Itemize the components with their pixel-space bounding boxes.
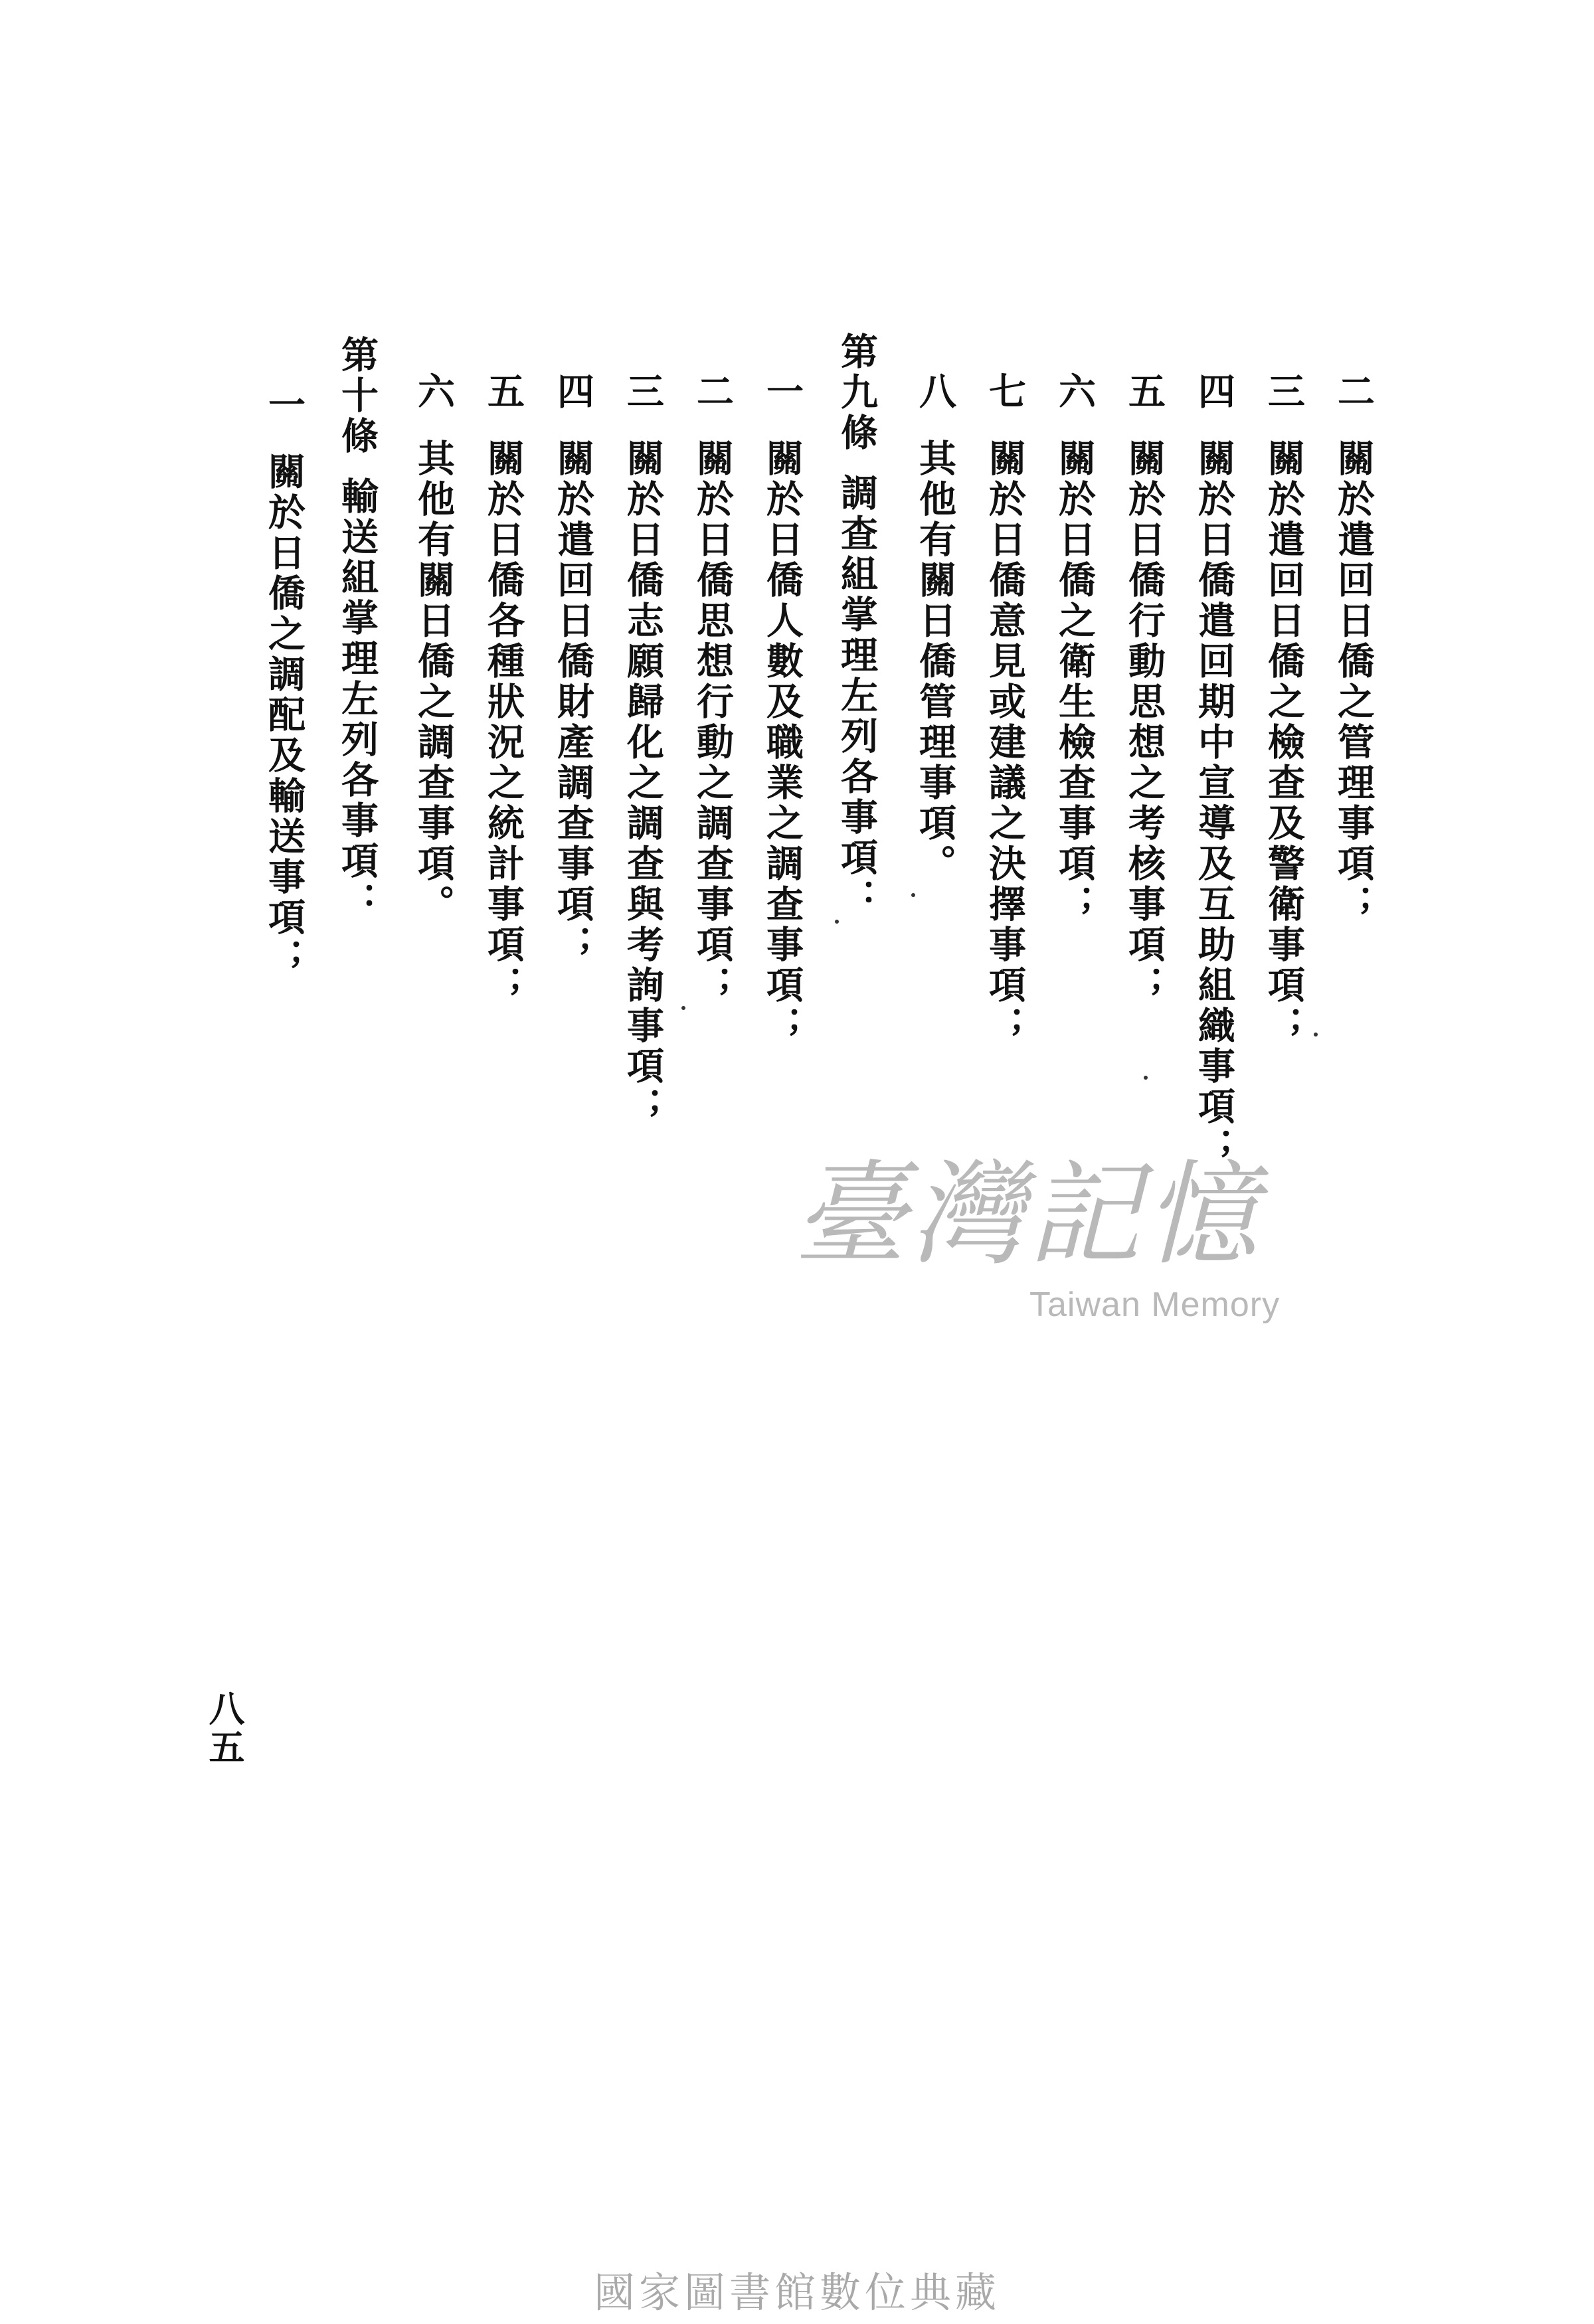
- item-marker: 四: [551, 372, 595, 412]
- item-marker: 五: [482, 372, 525, 412]
- item-marker: 二: [1332, 372, 1375, 412]
- item-text: 關於遣回日僑之檢查及警衛事項；: [1262, 439, 1306, 1046]
- article-heading: 第九條: [835, 332, 879, 454]
- item-text: 關於日僑行動思想之考核事項；: [1122, 439, 1166, 1006]
- text-column-14: [412, 372, 456, 925]
- item-text: 其他有關日僑管理事項。: [913, 439, 957, 884]
- page-number: 八五: [203, 1690, 246, 1767]
- library-footer: 國家圖書館數位典藏: [593, 2268, 1000, 2317]
- item-text: 關於日僑意見或建議之決擇事項；: [983, 439, 1027, 1046]
- taiwan-memory-watermark: [794, 1149, 1281, 1338]
- scan-speck: [681, 1006, 685, 1010]
- item-text: 關於遣回日僑之管理事項；: [1332, 439, 1375, 925]
- watermark-chinese: 臺灣記憶: [794, 1149, 1262, 1281]
- item-marker: 六: [412, 372, 456, 412]
- text-column-12: [551, 372, 595, 965]
- text-column-3: [1192, 372, 1236, 1168]
- item-text: 關於日僑志願歸化之調查與考詢事項；: [621, 439, 665, 1127]
- text-column-13: [482, 372, 525, 1006]
- item-text: 其他有關日僑之調查事項。: [412, 439, 456, 925]
- text-column-5: [1053, 372, 1097, 925]
- text-column-6: [983, 372, 1027, 1046]
- text-column-10: [691, 372, 735, 1006]
- item-text: 關於日僑之衛生檢查事項；: [1053, 439, 1097, 925]
- watermark-english: Taiwan Memory: [1029, 1286, 1281, 1324]
- text-column-2: [1262, 372, 1306, 1046]
- text-column-16: [262, 385, 306, 979]
- item-text: 關於遣回日僑財產調查事項；: [551, 439, 595, 965]
- scan-speck: [911, 893, 915, 897]
- article-9-column: [835, 332, 879, 919]
- item-text: 關於日僑人數及職業之調查事項；: [760, 439, 804, 1046]
- item-marker: 三: [1262, 372, 1306, 412]
- item-marker: 八: [913, 372, 957, 412]
- item-marker: 三: [621, 372, 665, 412]
- text-column-4: [1122, 372, 1166, 1006]
- item-text: 關於日僑遣回期中宣導及互助組織事項；: [1192, 439, 1236, 1168]
- scan-speck: [835, 920, 839, 924]
- text-column-1: [1332, 372, 1375, 925]
- article-text: 輸送組掌理左列各事項：: [335, 477, 379, 922]
- item-marker: 一: [760, 372, 804, 412]
- item-text: 關於日僑之調配及輸送事項；: [262, 452, 306, 979]
- item-marker: 五: [1122, 372, 1166, 412]
- scan-speck: [1314, 1033, 1318, 1037]
- item-marker: 六: [1053, 372, 1097, 412]
- article-10-column: [335, 335, 379, 922]
- item-marker: 七: [983, 372, 1027, 412]
- text-column-7: [913, 372, 957, 884]
- article-text: 調查組掌理左列各事項：: [835, 473, 879, 919]
- scan-speck: [1144, 1076, 1148, 1080]
- text-column-11: [621, 372, 665, 1127]
- item-marker: 四: [1192, 372, 1236, 412]
- item-text: 關於日僑各種狀況之統計事項；: [482, 439, 525, 1006]
- item-text: 關於日僑思想行動之調查事項；: [691, 439, 735, 1006]
- article-heading: 第十條: [335, 335, 379, 457]
- item-marker: 一: [262, 385, 306, 426]
- text-column-9: [760, 372, 804, 1046]
- item-marker: 二: [691, 372, 735, 412]
